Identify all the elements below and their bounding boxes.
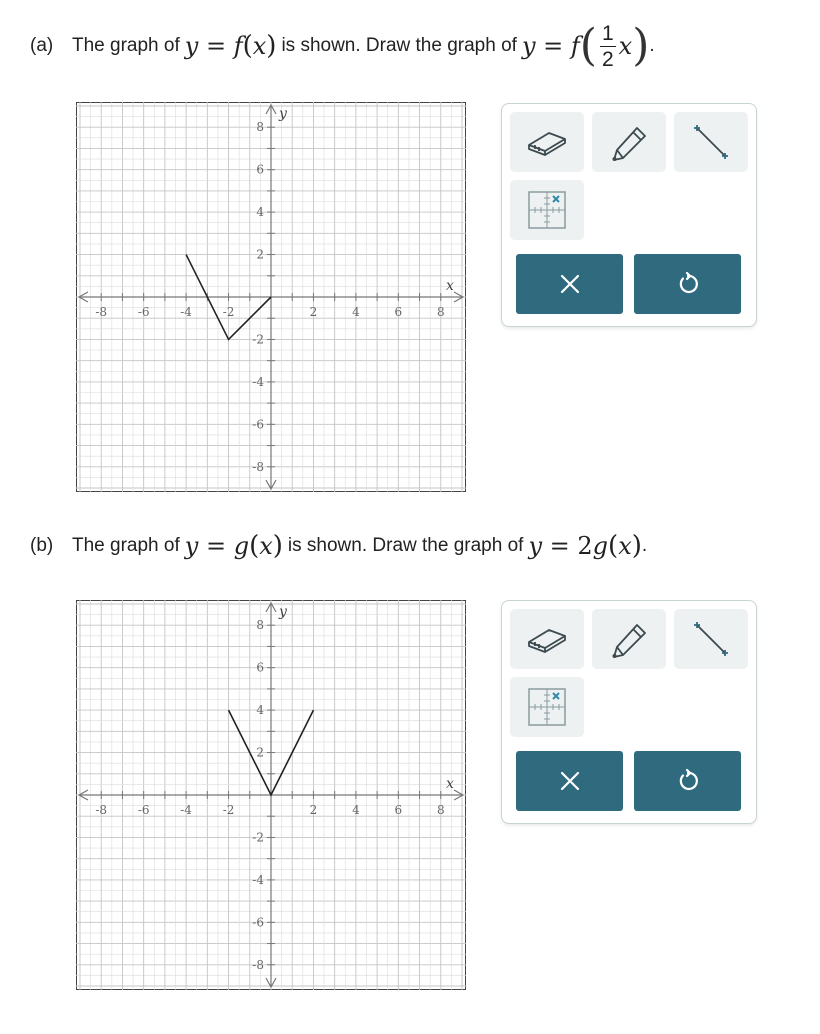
y-tick-label: 4 xyxy=(255,702,264,717)
line-segment-icon xyxy=(689,617,733,661)
undo-button[interactable] xyxy=(634,751,741,811)
y-tick-label: -4 xyxy=(251,374,264,389)
x-tick-label: 4 xyxy=(351,802,360,817)
line-tool-button[interactable] xyxy=(674,112,748,172)
toolbox-b xyxy=(501,600,757,824)
y-tick-label: 8 xyxy=(255,617,264,632)
problem-b-prompt xyxy=(30,526,647,566)
clear-button[interactable] xyxy=(516,254,623,314)
point-tool-button[interactable] xyxy=(510,677,584,737)
y-tick-label: 2 xyxy=(255,745,264,760)
close-icon xyxy=(559,273,581,295)
pencil-icon xyxy=(607,617,651,661)
y-axis-label: y xyxy=(278,603,287,620)
part-label: (a) xyxy=(30,35,54,56)
part-label: (b) xyxy=(30,535,54,556)
x-tick-label: -4 xyxy=(179,802,192,817)
y-tick-label: -6 xyxy=(251,914,264,929)
y-tick-label: 8 xyxy=(255,119,264,134)
point-tool-button[interactable] xyxy=(510,180,584,240)
line-tool-button[interactable] xyxy=(674,609,748,669)
y-tick-label: -2 xyxy=(251,829,264,844)
prompt-prefix: The graph of xyxy=(72,535,180,556)
y-tick-label: 4 xyxy=(255,204,264,219)
y-tick-label: 6 xyxy=(255,162,264,177)
y-tick-label: -8 xyxy=(251,459,264,474)
x-axis-label: x xyxy=(445,775,454,792)
prompt-middle: is shown. Draw the graph of xyxy=(287,535,524,556)
pencil-icon xyxy=(607,120,651,164)
graph-a[interactable] xyxy=(76,102,466,492)
y-tick-label: -4 xyxy=(251,872,264,887)
y-tick-label: -8 xyxy=(251,957,264,972)
coordinate-grid[interactable] xyxy=(76,600,466,990)
y-axis-label: y xyxy=(278,105,287,122)
x-tick-label: -6 xyxy=(137,802,150,817)
prompt-end: . xyxy=(641,535,648,556)
given-function: y = g(x) xyxy=(184,531,283,561)
pencil-tool-button[interactable] xyxy=(592,609,666,669)
x-tick-label: 2 xyxy=(309,802,317,817)
x-tick-label: -2 xyxy=(222,802,234,817)
target-function: y = 2g(x) xyxy=(528,531,642,561)
y-tick-label: -2 xyxy=(251,331,264,346)
target-function: y = f ( $\frac{1}{2}$ x ) xyxy=(521,20,650,71)
x-tick-label: -8 xyxy=(94,802,107,817)
undo-icon xyxy=(676,272,700,296)
eraser-icon xyxy=(525,125,569,159)
toolbox-a xyxy=(501,103,757,327)
fraction: $\frac{1}{2}$ xyxy=(601,21,614,71)
x-tick-label: 8 xyxy=(436,304,445,319)
x-tick-label: 8 xyxy=(436,802,445,817)
graph-b[interactable] xyxy=(76,600,466,990)
given-function: y = f(x) xyxy=(184,31,277,61)
point-grid-icon xyxy=(527,190,567,230)
eraser-icon xyxy=(525,622,569,656)
x-tick-label: -4 xyxy=(179,304,192,319)
prompt-prefix: The graph of xyxy=(72,35,180,56)
x-tick-label: -2 xyxy=(222,304,234,319)
y-tick-label: -6 xyxy=(251,416,264,431)
y-tick-label: 6 xyxy=(255,660,264,675)
x-tick-label: -8 xyxy=(94,304,107,319)
eraser-tool-button[interactable] xyxy=(510,609,584,669)
undo-button[interactable] xyxy=(634,254,741,314)
coordinate-grid[interactable] xyxy=(76,102,466,492)
y-tick-label: 2 xyxy=(255,247,264,262)
x-tick-label: 6 xyxy=(394,802,402,817)
x-tick-label: 4 xyxy=(351,304,360,319)
pencil-tool-button[interactable] xyxy=(592,112,666,172)
prompt-middle: is shown. Draw the graph of xyxy=(281,35,517,56)
point-grid-icon xyxy=(527,687,567,727)
undo-icon xyxy=(676,769,700,793)
clear-button[interactable] xyxy=(516,751,623,811)
prompt-end: . xyxy=(649,35,655,56)
eraser-tool-button[interactable] xyxy=(510,112,584,172)
x-tick-label: 6 xyxy=(394,304,402,319)
x-tick-label: -6 xyxy=(137,304,150,319)
problem-a-prompt xyxy=(30,14,655,78)
x-axis-label: x xyxy=(445,277,454,294)
x-tick-label: 2 xyxy=(309,304,317,319)
close-icon xyxy=(559,770,581,792)
line-segment-icon xyxy=(689,120,733,164)
